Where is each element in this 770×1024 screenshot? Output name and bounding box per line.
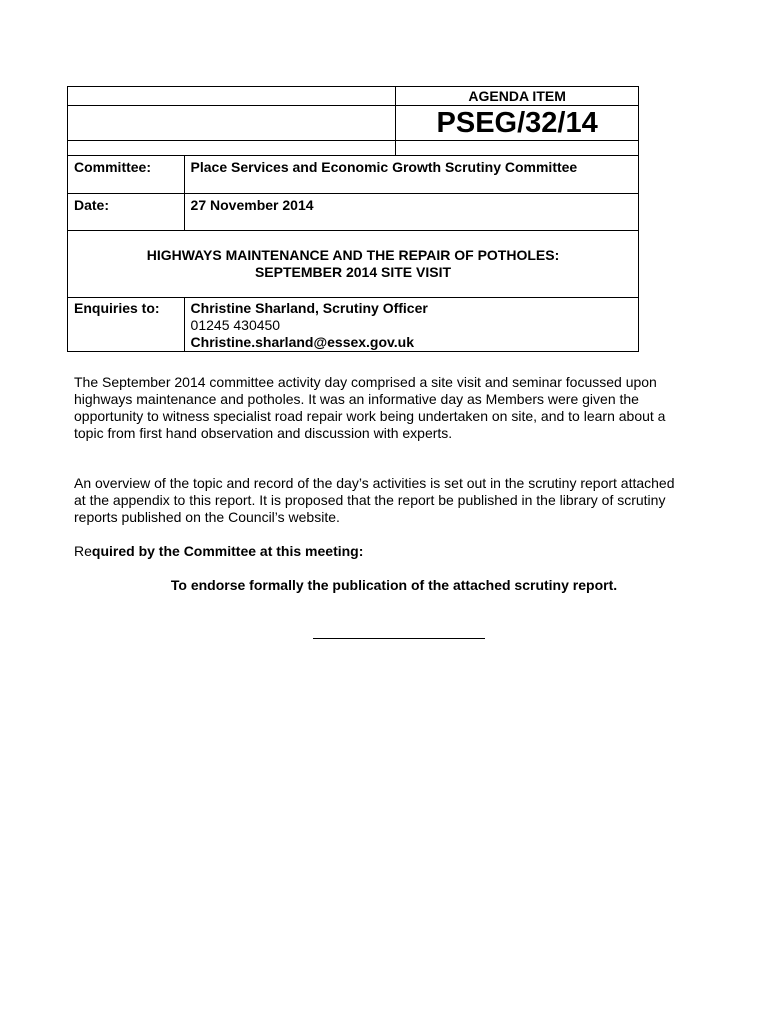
required-rest: quired by the Committee at this meeting: — [91, 543, 364, 559]
reference-blank-cell — [68, 106, 396, 141]
closing-rule — [313, 638, 485, 639]
enquiries-label: Enquiries to: — [68, 298, 185, 352]
committee-value: Place Services and Economic Growth Scrutiny Committee — [184, 156, 638, 194]
recommendation: To endorse formally the publication of the attached scrutiny report. — [170, 577, 618, 593]
enquiries-row — [68, 298, 639, 352]
date-row — [68, 194, 639, 231]
agenda-row — [68, 87, 639, 106]
agenda-reference: PSEG/32/14 — [396, 106, 639, 141]
spacer-row — [68, 141, 639, 156]
paragraph-intro: The September 2014 committee activity day comprised a site visit and seminar focussed upon highways maintenance and potholes. It was an informative day as Members were given the opportunity to witness specialist road repair work being undertaken on site, and to learn about a topic from first hand observation and discussion with experts. — [74, 374, 666, 441]
header-table — [67, 86, 639, 352]
spacer-cell-right — [396, 141, 639, 156]
contact-email: Christine.sharland@essex.gov.uk — [190, 334, 415, 350]
report-title-line1: HIGHWAYS MAINTENANCE AND THE REPAIR OF POTHOLES: — [146, 247, 560, 263]
contact-phone: 01245 430450 — [190, 317, 281, 333]
committee-label: Committee: — [68, 156, 185, 194]
report-title — [68, 231, 639, 298]
agenda-item-label: AGENDA ITEM — [396, 87, 639, 106]
enquiries-contact — [184, 298, 638, 352]
committee-row — [68, 156, 639, 194]
spacer-cell-left — [68, 141, 396, 156]
contact-name: Christine Sharland, Scrutiny Officer — [190, 300, 428, 316]
reference-row — [68, 106, 639, 141]
date-value: 27 November 2014 — [184, 194, 638, 231]
date-label: Date: — [68, 194, 185, 231]
required-prefix: Re — [74, 543, 92, 559]
agenda-blank-cell — [68, 87, 396, 106]
paragraph-overview: An overview of the topic and record of the day’s activities is set out in the scrutiny report attached at the appendix to this report. It is proposed that the report be published in the library of scrutiny reports published on the Council’s website. — [74, 475, 675, 525]
report-title-row — [68, 231, 639, 298]
required-heading — [74, 543, 363, 560]
report-title-line2: SEPTEMBER 2014 SITE VISIT — [254, 264, 452, 280]
